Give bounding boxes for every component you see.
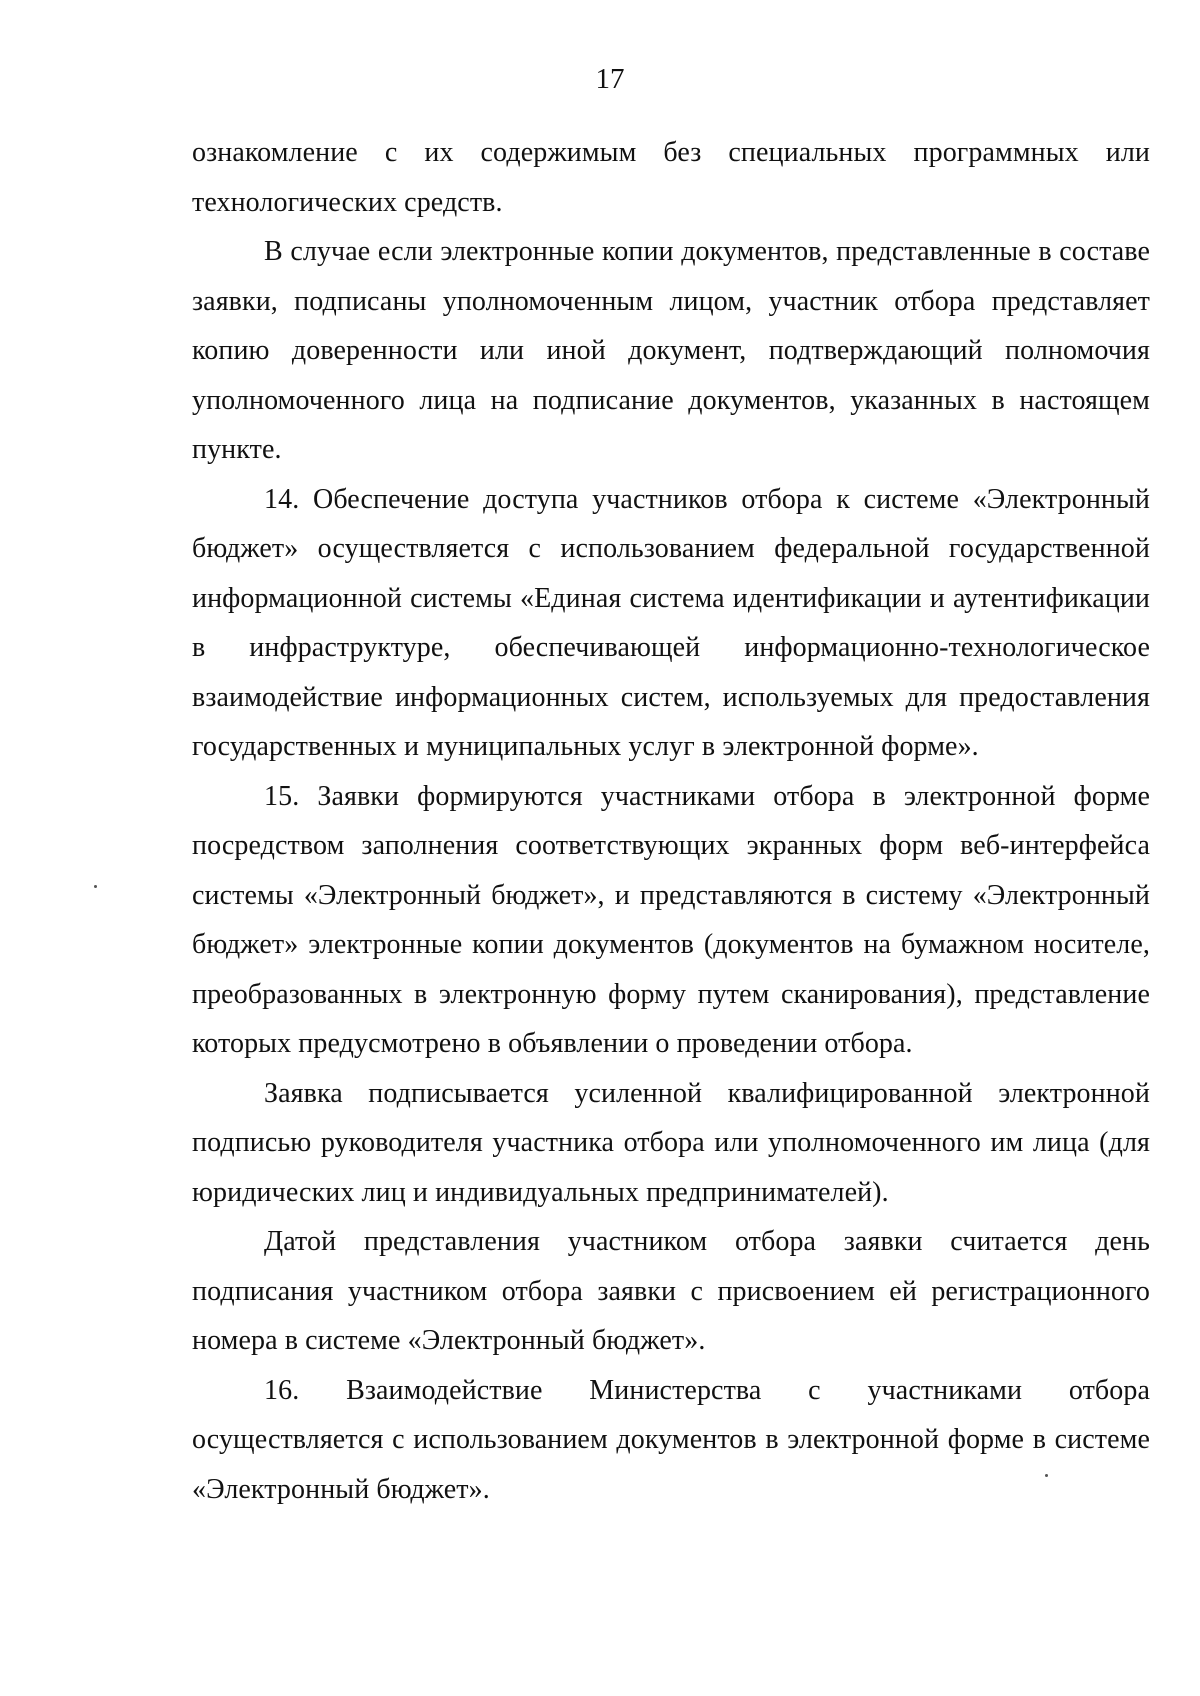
paragraph-signature: Заявка подписывается усиленной квалифицированной электронной подписью руководителя участника отбора или уполномоченного им лица (для юридических лиц и индивидуальных предпринимателей). (192, 1077, 1150, 1208)
paragraph-item-16: 16. Взаимодействие Министерства с участниками отбора осуществляется с использованием документов в электронной форме в системе «Электронный бюджет». (192, 1374, 1150, 1505)
scan-speck (1045, 1474, 1048, 1477)
paragraph-item-15: 15. Заявки формируются участниками отбора в электронной форме посредством заполнения соответствующих экранных форм веб-интерфейса системы «Электронный бюджет», и представляются в систему «Электронный бюджет» электронные копии документов (документов на бумажном носителе, преобразованных в электронную форму путем сканирования), представление которых предусмотрено в объявлении о проведении отбора. (192, 780, 1150, 1059)
paragraph-continuation: ознакомление с их содержимым без специальных программных или технологических средств. (192, 137, 1150, 218)
scan-speck (94, 885, 97, 888)
page-number: 17 (595, 63, 625, 95)
paragraph-authorized-person: В случае если электронные копии документов, представленные в составе заявки, подписаны уполномоченным лицом, участник отбора представляет копию доверенности или иной документ, подтверждающий полномочия уполномоченного лица на подписание документов, указанных в настоящем пункте. (192, 236, 1150, 465)
document-body (192, 128, 1150, 1514)
paragraph-submission-date: Датой представления участником отбора заявки считается день подписания участником отбора заявки с присвоением ей регистрационного номера в системе «Электронный бюджет». (192, 1226, 1150, 1356)
paragraph-item-14: 14. Обеспечение доступа участников отбора к системе «Электронный бюджет» осуществляется с использованием федеральной государственной информационной системы «Единая система идентификации и аутентификации в инфраструктуре, обеспечивающей информационно-технологическое взаимодействие информационных систем, используемых для предоставления государственных и муниципальных услуг в электронной форме». (192, 483, 1150, 762)
